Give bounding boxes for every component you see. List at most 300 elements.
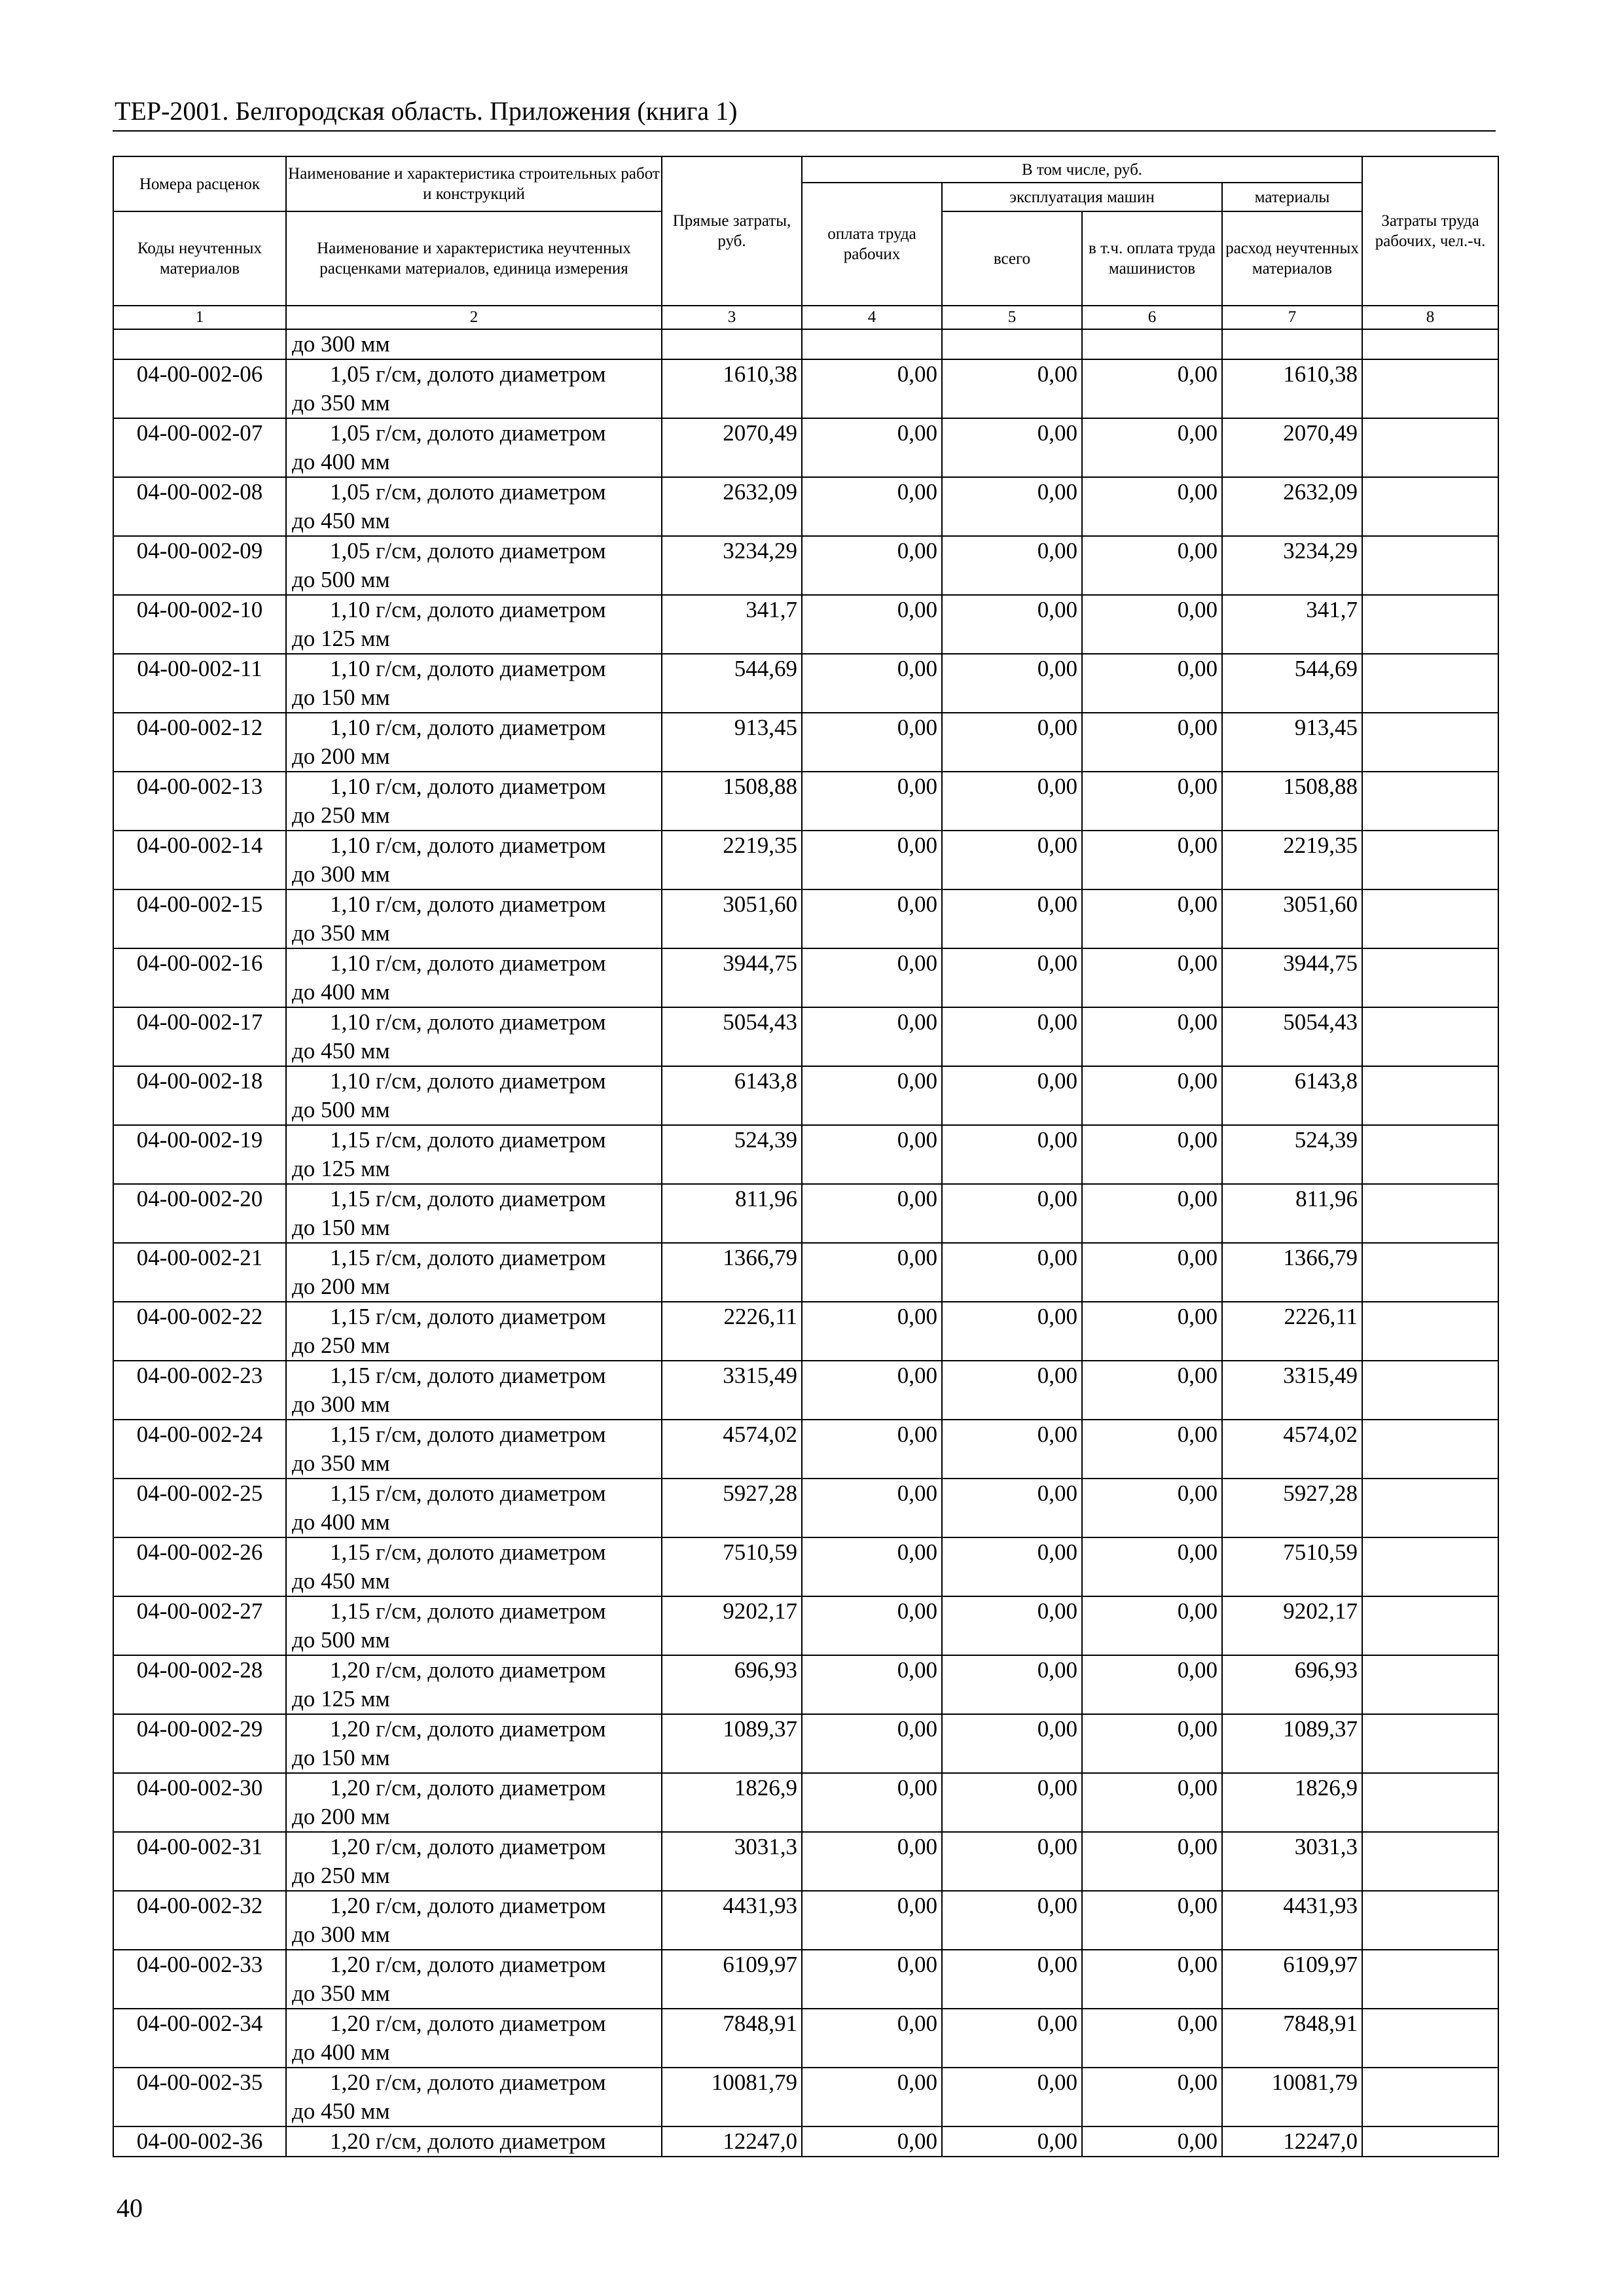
row-worker-pay: 0,00 <box>802 1125 942 1184</box>
table-row <box>113 1243 1498 1302</box>
row-name-line1: 1,15 г/см, долото диаметром <box>330 1304 606 1329</box>
row-code: 04-00-002-32 <box>113 1891 286 1950</box>
row-machine-total: 0,00 <box>942 831 1082 889</box>
table-row <box>113 1479 1498 1537</box>
row-materials: 5927,28 <box>1222 1479 1362 1537</box>
row-materials: 1610,38 <box>1222 359 1362 418</box>
row-materials: 4431,93 <box>1222 1891 1362 1950</box>
row-worker-pay: 0,00 <box>802 1891 942 1950</box>
row-direct-costs: 3315,49 <box>662 1361 802 1420</box>
table-row <box>113 1184 1498 1243</box>
row-name <box>286 1302 662 1361</box>
row-code: 04-00-002-30 <box>113 1773 286 1832</box>
row-machinist-pay: 0,00 <box>1082 1950 1222 2009</box>
row-machinist-pay: 0,00 <box>1082 1302 1222 1361</box>
col-number: 2 <box>286 306 662 329</box>
row-code: 04-00-002-21 <box>113 1243 286 1302</box>
row-name-line2: до 150 мм <box>292 1215 390 1240</box>
row-machinist-pay: 0,00 <box>1082 1714 1222 1773</box>
row-direct-costs: 2070,49 <box>662 418 802 477</box>
col-number: 7 <box>1222 306 1362 329</box>
row-machinist-pay: 0,00 <box>1082 2126 1222 2157</box>
row-materials: 2632,09 <box>1222 477 1362 536</box>
header-materials: материалы <box>1222 183 1362 211</box>
row-worker-pay: 0,00 <box>802 595 942 654</box>
row-name <box>286 1596 662 1655</box>
row-machine-total: 0,00 <box>942 359 1082 418</box>
row-name-line1: 1,20 г/см, долото диаметром <box>330 2011 606 2036</box>
row-code: 04-00-002-36 <box>113 2126 286 2157</box>
header-labor-hours: Затраты труда рабочих, чел.-ч. <box>1362 156 1498 306</box>
col-number: 3 <box>662 306 802 329</box>
row-machinist-pay: 0,00 <box>1082 1125 1222 1184</box>
row-name <box>286 831 662 889</box>
row-name-line1: 1,15 г/см, долото диаметром <box>330 1363 606 1388</box>
col-number: 5 <box>942 306 1082 329</box>
row-machine-total: 0,00 <box>942 1184 1082 1243</box>
row-materials: 913,45 <box>1222 713 1362 772</box>
price-table-container <box>113 156 1498 2157</box>
row-name-line2: до 300 мм <box>292 1922 390 1947</box>
row-name-line2: до 350 мм <box>292 920 390 946</box>
row-machine-total: 0,00 <box>942 2068 1082 2126</box>
row-machinist-pay: 0,00 <box>1082 654 1222 713</box>
row-worker-pay: 0,00 <box>802 477 942 536</box>
row-labor-hours <box>1362 1243 1498 1302</box>
row-direct-costs: 9202,17 <box>662 1596 802 1655</box>
row-name-line1: 1,15 г/см, долото диаметром <box>330 1245 606 1270</box>
row-code: 04-00-002-08 <box>113 477 286 536</box>
row-name <box>286 1773 662 1832</box>
row-name-line2: до 450 мм <box>292 1568 390 1594</box>
row-name <box>286 1832 662 1891</box>
row-name <box>286 595 662 654</box>
row-materials: 5054,43 <box>1222 1007 1362 1066</box>
row-worker-pay: 0,00 <box>802 1007 942 1066</box>
table-row <box>113 1066 1498 1125</box>
row-machine-total: 0,00 <box>942 1950 1082 2009</box>
row-machinist-pay: 0,00 <box>1082 948 1222 1007</box>
row-direct-costs: 524,39 <box>662 1125 802 1184</box>
row-labor-hours <box>1362 948 1498 1007</box>
table-row <box>113 477 1498 536</box>
row-code: 04-00-002-29 <box>113 1714 286 1773</box>
row-name-line1: 1,20 г/см, долото диаметром <box>330 2128 606 2154</box>
row-labor-hours <box>1362 2009 1498 2068</box>
row-name-line2: до 150 мм <box>292 1745 390 1770</box>
table-row <box>113 831 1498 889</box>
row-machine-total: 0,00 <box>942 1420 1082 1479</box>
row-materials: 3944,75 <box>1222 948 1362 1007</box>
table-row <box>113 359 1498 418</box>
header-material-codes: Коды неучтенных материалов <box>113 211 286 306</box>
row-materials: 1826,9 <box>1222 1773 1362 1832</box>
row-name-line2: до 250 мм <box>292 1333 390 1358</box>
row-code: 04-00-002-34 <box>113 2009 286 2068</box>
row-machine-total: 0,00 <box>942 713 1082 772</box>
row-direct-costs: 7510,59 <box>662 1537 802 1596</box>
header-unaccounted-materials: расход неучтенных материалов <box>1222 211 1362 306</box>
row-labor-hours <box>1362 1066 1498 1125</box>
row-name-line2: до 400 мм <box>292 1509 390 1535</box>
row-worker-pay: 0,00 <box>802 2126 942 2157</box>
row-code: 04-00-002-10 <box>113 595 286 654</box>
col-number: 4 <box>802 306 942 329</box>
row-labor-hours <box>1362 1596 1498 1655</box>
row-direct-costs: 4574,02 <box>662 1420 802 1479</box>
row-machine-total: 0,00 <box>942 1596 1082 1655</box>
row-name-line2: до 400 мм <box>292 449 390 475</box>
table-row <box>113 1361 1498 1420</box>
row-machinist-pay: 0,00 <box>1082 477 1222 536</box>
col-number: 1 <box>113 306 286 329</box>
row-labor-hours <box>1362 418 1498 477</box>
row-name <box>286 1950 662 2009</box>
row-machinist-pay: 0,00 <box>1082 1832 1222 1891</box>
row-name-line1: 1,10 г/см, долото диаметром <box>330 891 606 917</box>
row-direct-costs: 2226,11 <box>662 1302 802 1361</box>
row-name <box>286 418 662 477</box>
row-machine-total: 0,00 <box>942 1655 1082 1714</box>
row-worker-pay: 0,00 <box>802 654 942 713</box>
row-machine-total: 0,00 <box>942 1007 1082 1066</box>
row-machinist-pay: 0,00 <box>1082 1479 1222 1537</box>
row-materials: 3031,3 <box>1222 1832 1362 1891</box>
row-code: 04-00-002-12 <box>113 713 286 772</box>
row-machinist-pay: 0,00 <box>1082 1243 1222 1302</box>
row-labor-hours <box>1362 1714 1498 1773</box>
row-labor-hours <box>1362 1184 1498 1243</box>
row-direct-costs: 10081,79 <box>662 2068 802 2126</box>
table-row <box>113 2126 1498 2157</box>
row-machine-total: 0,00 <box>942 2126 1082 2157</box>
row-code: 04-00-002-19 <box>113 1125 286 1184</box>
row-materials: 1366,79 <box>1222 1243 1362 1302</box>
row-name <box>286 2126 662 2157</box>
row-machine-total: 0,00 <box>942 1537 1082 1596</box>
row-name <box>286 477 662 536</box>
row-worker-pay: 0,00 <box>802 2068 942 2126</box>
row-name-line2: до 200 мм <box>292 1274 390 1299</box>
row-labor-hours <box>1362 889 1498 948</box>
row-code: 04-00-002-09 <box>113 536 286 595</box>
row-labor-hours <box>1362 536 1498 595</box>
row-machine-total: 0,00 <box>942 1066 1082 1125</box>
table-row <box>113 713 1498 772</box>
header-material-names: Наименование и характеристика неучтенных расценками материалов, единица измерения <box>286 211 662 306</box>
row-direct-costs: 5927,28 <box>662 1479 802 1537</box>
row-code: 04-00-002-24 <box>113 1420 286 1479</box>
row-code: 04-00-002-25 <box>113 1479 286 1537</box>
row-name <box>286 359 662 418</box>
row-name-line1: 1,10 г/см, долото диаметром <box>330 950 606 976</box>
row-machine-total: 0,00 <box>942 477 1082 536</box>
row-direct-costs: 2632,09 <box>662 477 802 536</box>
row-code: 04-00-002-27 <box>113 1596 286 1655</box>
row-materials: 12247,0 <box>1222 2126 1362 2157</box>
row-name-line2: до 125 мм <box>292 1686 390 1712</box>
table-row <box>113 1773 1498 1832</box>
row-name <box>286 1891 662 1950</box>
header-rate-numbers: Номера расценок <box>113 156 286 211</box>
row-name-line1: 1,10 г/см, долото диаметром <box>330 1068 606 1094</box>
row-direct-costs: 811,96 <box>662 1184 802 1243</box>
row-name-line2: до 350 мм <box>292 1981 390 2006</box>
row-name <box>286 654 662 713</box>
row-machinist-pay: 0,00 <box>1082 1361 1222 1420</box>
row-direct-costs: 2219,35 <box>662 831 802 889</box>
row-name-line1: 1,05 г/см, долото диаметром <box>330 361 606 387</box>
row-machine-total: 0,00 <box>942 1773 1082 1832</box>
row-name <box>286 2068 662 2126</box>
row-worker-pay: 0,00 <box>802 772 942 831</box>
row-direct-costs: 1089,37 <box>662 1714 802 1773</box>
row-name-line1: 1,10 г/см, долото диаметром <box>330 656 606 681</box>
row-machinist-pay: 0,00 <box>1082 2009 1222 2068</box>
row-machinist-pay: 0,00 <box>1082 889 1222 948</box>
table-row <box>113 1950 1498 2009</box>
row-worker-pay: 0,00 <box>802 889 942 948</box>
row-labor-hours <box>1362 595 1498 654</box>
row-code: 04-00-002-26 <box>113 1537 286 1596</box>
row-machine-total: 0,00 <box>942 1361 1082 1420</box>
row-code: 04-00-002-13 <box>113 772 286 831</box>
row-labor-hours <box>1362 713 1498 772</box>
row-name-line1: 1,20 г/см, долото диаметром <box>330 1834 606 1859</box>
row-machine-total: 0,00 <box>942 1479 1082 1537</box>
row-machinist-pay: 0,00 <box>1082 1184 1222 1243</box>
row-direct-costs: 1508,88 <box>662 772 802 831</box>
row-worker-pay: 0,00 <box>802 1773 942 1832</box>
table-row <box>113 595 1498 654</box>
row-machinist-pay: 0,00 <box>1082 1655 1222 1714</box>
row-name <box>286 1655 662 1714</box>
row-name-line1: 1,10 г/см, долото диаметром <box>330 833 606 858</box>
row-machine-total: 0,00 <box>942 1243 1082 1302</box>
row-name <box>286 536 662 595</box>
row-name-line2: до 125 мм <box>292 626 390 651</box>
row-materials: 6109,97 <box>1222 1950 1362 2009</box>
row-code: 04-00-002-14 <box>113 831 286 889</box>
row-code: 04-00-002-22 <box>113 1302 286 1361</box>
header-machine-operation: эксплуатация машин <box>942 183 1222 211</box>
row-code: 04-00-002-28 <box>113 1655 286 1714</box>
row-direct-costs: 1366,79 <box>662 1243 802 1302</box>
table-row <box>113 1537 1498 1596</box>
row-machine-total: 0,00 <box>942 772 1082 831</box>
row-materials: 696,93 <box>1222 1655 1362 1714</box>
row-name-line2: до 300 мм <box>292 861 390 887</box>
table-row <box>113 1891 1498 1950</box>
row-name <box>286 1479 662 1537</box>
row-materials: 544,69 <box>1222 654 1362 713</box>
row-name-line1: 1,05 г/см, долото диаметром <box>330 479 606 505</box>
row-materials: 3051,60 <box>1222 889 1362 948</box>
row-name-line1: 1,10 г/см, долото диаметром <box>330 1009 606 1035</box>
row-worker-pay: 0,00 <box>802 1537 942 1596</box>
col-number: 8 <box>1362 306 1498 329</box>
header-worker-pay: оплата труда рабочих <box>802 183 942 306</box>
row-name-line2: до 450 мм <box>292 1038 390 1064</box>
row-name-line1: 1,10 г/см, долото диаметром <box>330 597 606 622</box>
row-name <box>286 1007 662 1066</box>
row-materials: 2070,49 <box>1222 418 1362 477</box>
row-materials: 9202,17 <box>1222 1596 1362 1655</box>
row-machine-total: 0,00 <box>942 536 1082 595</box>
row-machinist-pay: 0,00 <box>1082 1891 1222 1950</box>
row-name-line2: до 400 мм <box>292 979 390 1005</box>
row-name <box>286 889 662 948</box>
row-worker-pay: 0,00 <box>802 1243 942 1302</box>
row-name-line2: до 125 мм <box>292 1156 390 1181</box>
table-row <box>113 1302 1498 1361</box>
row-machine-total: 0,00 <box>942 889 1082 948</box>
row-machinist-pay: 0,00 <box>1082 595 1222 654</box>
row-name-line1: 1,20 г/см, долото диаметром <box>330 1893 606 1918</box>
row-labor-hours <box>1362 1361 1498 1420</box>
row-labor-hours <box>1362 654 1498 713</box>
col-number: 6 <box>1082 306 1222 329</box>
row-direct-costs: 1826,9 <box>662 1773 802 1832</box>
table-row <box>113 1714 1498 1773</box>
row-machine-total: 0,00 <box>942 1125 1082 1184</box>
row-code: 04-00-002-07 <box>113 418 286 477</box>
row-materials: 2226,11 <box>1222 1302 1362 1361</box>
row-worker-pay: 0,00 <box>802 831 942 889</box>
row-name <box>286 772 662 831</box>
row-worker-pay: 0,00 <box>802 2009 942 2068</box>
row-name-line2: до 150 мм <box>292 685 390 710</box>
row-direct-costs: 12247,0 <box>662 2126 802 2157</box>
row-machinist-pay: 0,00 <box>1082 1596 1222 1655</box>
row-materials: 6143,8 <box>1222 1066 1362 1125</box>
row-materials: 7848,91 <box>1222 2009 1362 2068</box>
row-direct-costs: 341,7 <box>662 595 802 654</box>
row-materials: 811,96 <box>1222 1184 1362 1243</box>
table-row <box>113 772 1498 831</box>
row-labor-hours <box>1362 1420 1498 1479</box>
header-divider <box>113 130 1496 132</box>
row-code: 04-00-002-35 <box>113 2068 286 2126</box>
row-name <box>286 1125 662 1184</box>
row-name <box>286 1066 662 1125</box>
table-row-continuation <box>113 329 1498 359</box>
row-direct-costs: 6143,8 <box>662 1066 802 1125</box>
row-name-line2: до 200 мм <box>292 744 390 769</box>
row-name <box>286 1361 662 1420</box>
row-name-line2: до 500 мм <box>292 567 390 592</box>
row-worker-pay: 0,00 <box>802 1302 942 1361</box>
table-row <box>113 654 1498 713</box>
row-worker-pay: 0,00 <box>802 1361 942 1420</box>
row-code: 04-00-002-11 <box>113 654 286 713</box>
row-code: 04-00-002-17 <box>113 1007 286 1066</box>
row-worker-pay: 0,00 <box>802 713 942 772</box>
row-name <box>286 948 662 1007</box>
row-name-line1: 1,05 г/см, долото диаметром <box>330 420 606 446</box>
row-labor-hours <box>1362 772 1498 831</box>
row-labor-hours <box>1362 831 1498 889</box>
row-code: 04-00-002-06 <box>113 359 286 418</box>
row-worker-pay: 0,00 <box>802 1184 942 1243</box>
row-worker-pay: 0,00 <box>802 359 942 418</box>
header-including: В том числе, руб. <box>802 156 1362 183</box>
row-labor-hours <box>1362 2068 1498 2126</box>
row-name-line2: до 450 мм <box>292 2098 390 2124</box>
row-code: 04-00-002-15 <box>113 889 286 948</box>
row-name-line1: 1,20 г/см, долото диаметром <box>330 1657 606 1683</box>
row-name-line2: до 250 мм <box>292 802 390 828</box>
row-labor-hours <box>1362 359 1498 418</box>
row-machinist-pay: 0,00 <box>1082 536 1222 595</box>
row-labor-hours <box>1362 1125 1498 1184</box>
row-worker-pay: 0,00 <box>802 1420 942 1479</box>
row-direct-costs: 3031,3 <box>662 1832 802 1891</box>
price-table <box>113 156 1499 2157</box>
row-materials: 524,39 <box>1222 1125 1362 1184</box>
row-worker-pay: 0,00 <box>802 1596 942 1655</box>
row-machinist-pay: 0,00 <box>1082 831 1222 889</box>
row-worker-pay: 0,00 <box>802 1066 942 1125</box>
row-machinist-pay: 0,00 <box>1082 1007 1222 1066</box>
table-row <box>113 1596 1498 1655</box>
row-machine-total: 0,00 <box>942 1714 1082 1773</box>
row-machinist-pay: 0,00 <box>1082 1066 1222 1125</box>
header-machine-total: всего <box>942 211 1082 306</box>
row-materials: 4574,02 <box>1222 1420 1362 1479</box>
row-name-line1: 1,10 г/см, долото диаметром <box>330 774 606 799</box>
row-name <box>286 1184 662 1243</box>
row-code: 04-00-002-31 <box>113 1832 286 1891</box>
row-machinist-pay: 0,00 <box>1082 1420 1222 1479</box>
table-row <box>113 1007 1498 1066</box>
table-row <box>113 1832 1498 1891</box>
page-header-title: ТЕР-2001. Белгородская область. Приложения (книга 1) <box>115 96 738 126</box>
row-materials: 2219,35 <box>1222 831 1362 889</box>
header-direct-costs: Прямые затраты, руб. <box>662 156 802 306</box>
row-name <box>286 2009 662 2068</box>
row-labor-hours <box>1362 1950 1498 2009</box>
row-machine-total: 0,00 <box>942 595 1082 654</box>
row-machinist-pay: 0,00 <box>1082 2068 1222 2126</box>
row-labor-hours <box>1362 1773 1498 1832</box>
row-name-line1: 1,15 г/см, долото диаметром <box>330 1422 606 1447</box>
row-name-line2: до 350 мм <box>292 390 390 416</box>
row-labor-hours <box>1362 1891 1498 1950</box>
row-direct-costs: 544,69 <box>662 654 802 713</box>
row-materials: 1089,37 <box>1222 1714 1362 1773</box>
row-code: 04-00-002-23 <box>113 1361 286 1420</box>
table-row <box>113 2009 1498 2068</box>
row-labor-hours <box>1362 1537 1498 1596</box>
row-labor-hours <box>1362 1302 1498 1361</box>
header-machinist-pay: в т.ч. оплата труда машинистов <box>1082 211 1222 306</box>
row-machinist-pay: 0,00 <box>1082 1773 1222 1832</box>
row-direct-costs: 6109,97 <box>662 1950 802 2009</box>
row-labor-hours <box>1362 1479 1498 1537</box>
row-machine-total: 0,00 <box>942 654 1082 713</box>
table-row <box>113 1655 1498 1714</box>
row-name-line1: 1,15 г/см, долото диаметром <box>330 1598 606 1624</box>
table-row <box>113 889 1498 948</box>
header-work-name: Наименование и характеристика строительных работ и конструкций <box>286 156 662 211</box>
row-machine-total: 0,00 <box>942 2009 1082 2068</box>
row-worker-pay: 0,00 <box>802 1655 942 1714</box>
row-materials: 7510,59 <box>1222 1537 1362 1596</box>
row-name-line2: до 300 мм <box>292 1391 390 1417</box>
row-direct-costs: 3051,60 <box>662 889 802 948</box>
row-direct-costs: 7848,91 <box>662 2009 802 2068</box>
